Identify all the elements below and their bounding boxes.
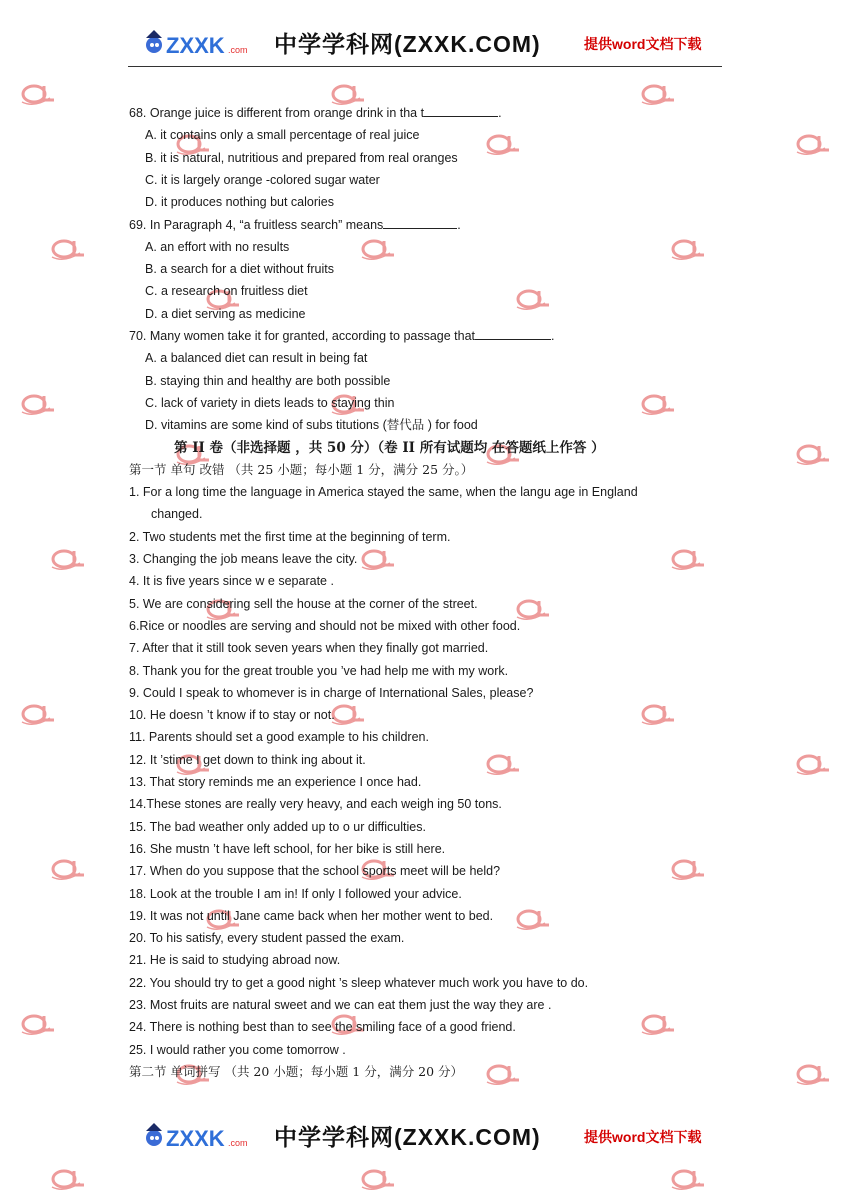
- question-option-text: D. it produces nothing but calories: [145, 195, 334, 210]
- answer-blank: [424, 104, 498, 117]
- error-correction-sentence: [129, 773, 421, 791]
- watermark-stamp: [485, 130, 525, 156]
- question-option-text: D. a diet serving as medicine: [145, 306, 306, 321]
- watermark-stamp: [50, 545, 90, 571]
- error-correction-sentence: [129, 1041, 346, 1059]
- question-option-text: B. it is natural, nutritious and prepared from real oranges: [145, 150, 458, 165]
- watermark-stamp: [640, 700, 680, 726]
- error-correction-sentence: [129, 639, 488, 657]
- error-correction-sentence-text: 3. Changing the job means leave the city.: [129, 552, 358, 566]
- watermark-stamp: [515, 905, 555, 931]
- question-option-text: B. a search for a diet without fruits: [145, 262, 334, 277]
- question-option-text: C. lack of variety in diets leads to staying thin: [145, 395, 395, 410]
- error-correction-sentence-text: 21. He is said to studying abroad now.: [129, 953, 341, 968]
- watermark-stamp: [670, 1165, 710, 1191]
- error-correction-sentence: [129, 684, 533, 702]
- watermark-stamp: [20, 390, 60, 416]
- error-correction-sentence-text: 20. To his satisfy, every student passed the exam.: [129, 931, 405, 946]
- question-option: [145, 260, 334, 278]
- watermark-stamp: [360, 545, 400, 571]
- blank-punctuation: .: [457, 217, 461, 232]
- zxxk-logo-icon: [142, 1119, 260, 1153]
- question-option: [145, 372, 390, 390]
- error-correction-sentence-text: 16. She mustn ’t have left school, for her bike is still here.: [129, 841, 446, 856]
- error-correction-sentence-text: 17. When do you suppose that the school sports meet will be held?: [129, 864, 501, 879]
- error-correction-sentence: [129, 662, 508, 680]
- header-banner: [128, 20, 722, 67]
- error-correction-sentence: [129, 951, 340, 969]
- logo-text: ZXXK: [166, 1126, 225, 1151]
- question-option: [145, 149, 458, 167]
- error-correction-sentence: [129, 974, 588, 992]
- watermark-stamp: [330, 700, 370, 726]
- watermark-stamp: [795, 130, 835, 156]
- watermark-stamp: [485, 1060, 525, 1086]
- error-correction-sentence-text: changed.: [151, 507, 203, 522]
- error-correction-sentence-text: 14.These stones are really very heavy, and each weigh ing 50 tons.: [129, 797, 502, 812]
- watermark-stamp: [20, 1010, 60, 1036]
- section1-title: [129, 461, 473, 479]
- error-correction-sentence: [129, 840, 445, 858]
- watermark-stamp: [360, 1165, 400, 1191]
- watermark-stamp: [640, 390, 680, 416]
- tagline: 提供word文档下载: [584, 36, 702, 52]
- section2-title: [129, 1063, 463, 1081]
- watermark-stamp: [50, 1165, 90, 1191]
- zxxk-logo-icon: [142, 26, 260, 60]
- watermark-stamp: [20, 700, 60, 726]
- error-correction-sentence-text: 25. I would rather you come tomorrow .: [129, 1042, 346, 1057]
- error-correction-sentence: [151, 505, 202, 523]
- question-option-text: C. it is largely orange -colored sugar water: [145, 172, 380, 187]
- watermark-stamp: [50, 235, 90, 261]
- watermark-stamp: [670, 855, 710, 881]
- error-correction-sentence: [129, 862, 500, 880]
- error-correction-sentence-text: 8. Thank you for the great trouble you ’ve had help me with my work.: [129, 663, 509, 678]
- section2-title-text: 第二节 单词拼写 （共 20 小题；每小题 1 分，满分 20 分）: [129, 1063, 464, 1079]
- error-correction-sentence: [129, 795, 502, 813]
- blank-punctuation: .: [551, 329, 555, 343]
- watermark-stamp: [640, 80, 680, 106]
- watermark-stamp: [515, 595, 555, 621]
- question-stem: [129, 327, 555, 345]
- question-option: [145, 171, 380, 189]
- part2-title: [174, 439, 605, 457]
- question-option-text: B. staying thin and healthy are both possible: [145, 373, 391, 388]
- question-option: [145, 416, 478, 434]
- site-title: 中学学科网(ZXXK.COM): [274, 1124, 541, 1150]
- error-correction-sentence: [129, 818, 426, 836]
- error-correction-sentence: [129, 483, 638, 501]
- question-option: [145, 394, 394, 412]
- site-title: 中学学科网(ZXXK.COM): [274, 31, 541, 57]
- question-stem-text: 68. Orange juice is different from orange drink in tha t: [129, 106, 425, 120]
- watermark-stamp: [795, 440, 835, 466]
- error-correction-sentence: [129, 572, 334, 590]
- question-option: [145, 126, 419, 144]
- error-correction-sentence-text: 24. There is nothing best than to see the smiling face of a good friend.: [129, 1020, 516, 1035]
- svg-text:.com: .com: [228, 1138, 248, 1148]
- watermark-stamp: [795, 1060, 835, 1086]
- question-option: [145, 193, 334, 211]
- question-stem: [129, 104, 502, 122]
- watermark-stamp: [670, 545, 710, 571]
- section1-title-text: 第一节 单句 改错 （共 25 小题；每小题 1 分，满分 25 分。）: [129, 461, 474, 477]
- error-correction-sentence: [129, 1018, 516, 1036]
- error-correction-sentence-text: 11. Parents should set a good example to his children.: [129, 730, 429, 745]
- error-correction-sentence-text: 18. Look at the trouble I am in! If only I followed your advice.: [129, 886, 462, 901]
- error-correction-sentence: [129, 595, 478, 613]
- answer-blank: [475, 327, 551, 340]
- blank-punctuation: .: [498, 106, 502, 120]
- error-correction-sentence-text: 2. Two students met the first time at the beginning of term.: [129, 529, 451, 544]
- error-correction-sentence-text: 12. It ’stime I get down to think ing about it.: [129, 752, 366, 767]
- question-option-text: A. an effort with no results: [145, 239, 290, 254]
- footer-banner: [128, 1113, 722, 1159]
- svg-text:.com: .com: [228, 45, 248, 55]
- error-correction-sentence: [129, 751, 366, 769]
- part2-title-text: 第 II 卷（非选择题 ，共 50 分）（卷 II 所有试题均 在答题纸上作答 ）: [174, 439, 605, 456]
- error-correction-sentence-text: 9. Could I speak to whomever is in charge of International Sales, please?: [129, 685, 534, 700]
- watermark-stamp: [640, 1010, 680, 1036]
- watermark-stamp: [360, 235, 400, 261]
- answer-blank: [383, 216, 457, 229]
- question-option: [145, 238, 289, 256]
- error-correction-sentence-text: 19. It was not until Jane came back when her mother went to bed.: [129, 908, 494, 923]
- question-option: [145, 349, 367, 367]
- error-correction-sentence-text: 23. Most fruits are natural sweet and we can eat them just the way they are .: [129, 998, 552, 1012]
- error-correction-sentence-text: 1. For a long time the language in America stayed the same, when the langu age in England: [129, 485, 638, 500]
- watermark-stamp: [20, 80, 60, 106]
- error-correction-sentence-text: 22. You should try to get a good night ’s sleep whatever much work you have to do.: [129, 975, 589, 990]
- error-correction-sentence-text: 5. We are considering sell the house at the corner of the street.: [129, 596, 478, 611]
- error-correction-sentence-text: 15. The bad weather only added up to o ur difficulties.: [129, 819, 426, 834]
- watermark-stamp: [330, 80, 370, 106]
- question-stem-text: 70. Many women take it for granted, according to passage that: [129, 329, 476, 343]
- error-correction-sentence-text: 13. That story reminds me an experience I once had.: [129, 775, 422, 789]
- error-correction-sentence: [129, 617, 520, 635]
- error-correction-sentence-text: 6.Rice or noodles are serving and should not be mixed with other food.: [129, 618, 521, 633]
- watermark-stamp: [485, 750, 525, 776]
- error-correction-sentence: [129, 706, 335, 724]
- watermark-stamp: [515, 285, 555, 311]
- error-correction-sentence-text: 4. It is five years since w e separate .: [129, 574, 334, 589]
- watermark-stamp: [670, 235, 710, 261]
- question-option-text: C. a research on fruitless diet: [145, 284, 308, 299]
- error-correction-sentence: [129, 550, 357, 568]
- question-option-text: A. it contains only a small percentage of real juice: [145, 128, 420, 143]
- question-option: [145, 305, 306, 323]
- watermark-stamp: [50, 855, 90, 881]
- question-option: [145, 282, 308, 300]
- error-correction-sentence-text: 10. He doesn ’t know if to stay or not.: [129, 708, 335, 723]
- error-correction-sentence: [129, 528, 450, 546]
- error-correction-sentence: [129, 996, 551, 1014]
- question-option-text: A. a balanced diet can result in being fat: [145, 351, 368, 366]
- question-stem: [129, 216, 461, 234]
- error-correction-sentence: [129, 728, 429, 746]
- question-stem-text: 69. In Paragraph 4, “a fruitless search” means: [129, 217, 384, 232]
- error-correction-sentence-text: 7. After that it still took seven years when they finally got married.: [129, 641, 489, 656]
- error-correction-sentence: [129, 929, 404, 947]
- error-correction-sentence: [129, 907, 493, 925]
- tagline: 提供word文档下载: [584, 1129, 702, 1145]
- question-option-text: D. vitamins are some kind of subs titutions (替代品 ) for food: [145, 418, 478, 433]
- error-correction-sentence: [129, 885, 462, 903]
- logo-text: ZXXK: [166, 33, 225, 58]
- watermark-stamp: [795, 750, 835, 776]
